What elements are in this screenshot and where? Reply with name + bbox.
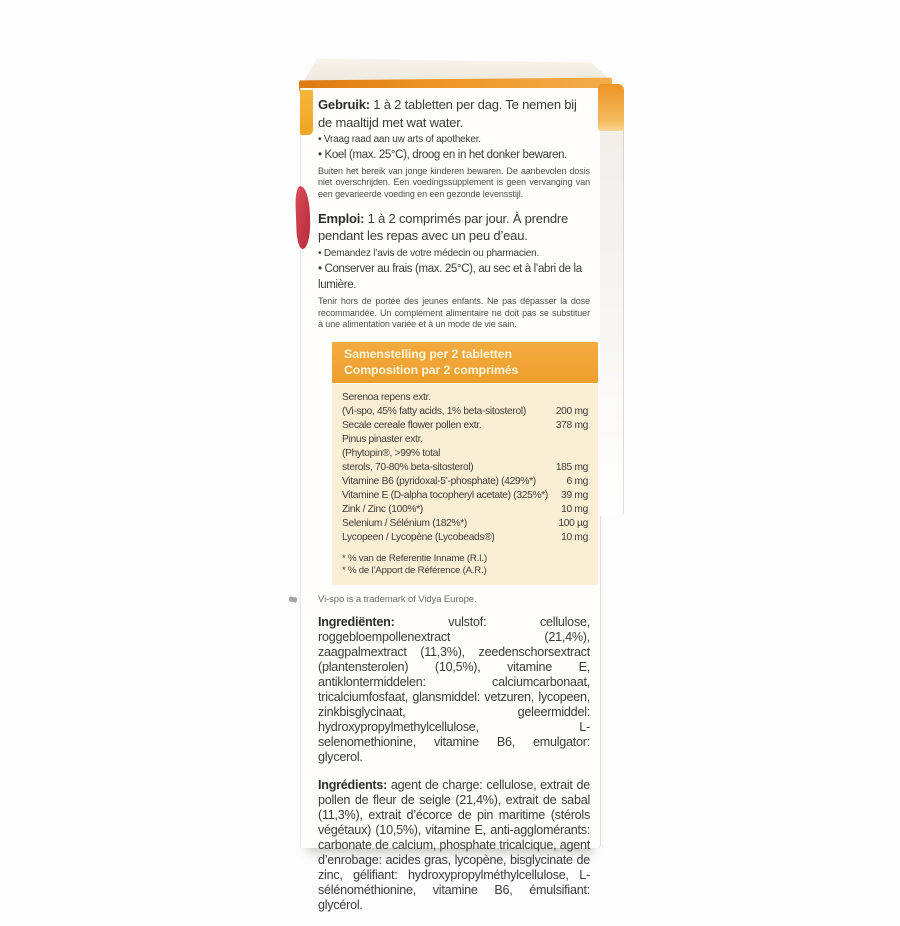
- ingredients-text-dutch: vulstof: cellulose, roggebloempollenextract (21,4%), zaagpalmextract (11,3%), zeedenschorsextract (plantensterolen) (10,5%), vitamine E, antiklontermiddelen: calciumcarbonaat, tricalciumfosfaat, glansmiddel: vetzuren, lycopeen, zinkbisglycinaat, geleermiddel: hydroxypropylmethylcellulose, L-selenomethionine, vitamine B6, emulgator: glycerol.: [318, 615, 590, 765]
- ingredient-label: (Phytopin®, >99% total: [342, 448, 441, 460]
- ingredient-label: Vitamine B6 (pyridoxal-5’-phosphate) (429%*): [342, 476, 536, 488]
- ingredient-amount: 39 mg: [561, 490, 588, 502]
- usage-fine-print-dutch: Buiten het bereik van jonge kinderen bewaren. De aanbevolen dosis niet overschrijden. Een voedingssupplement is geen vervanging van een gevarieerde voeding en een gezonde levensstijl.: [318, 165, 590, 200]
- ingredient-amount: 10 mg: [561, 504, 588, 516]
- ingredient-label: Pinus pinaster extr.: [342, 434, 423, 446]
- table-row: [342, 475, 588, 489]
- usage-bullet-advice-french: • Demandez l’avis de votre médecin ou pharmacien.: [318, 247, 540, 259]
- usage-label-dutch: Gebruik:: [318, 97, 370, 112]
- ingredient-amount: 6 mg: [566, 476, 588, 488]
- composition-footnotes: [342, 553, 588, 577]
- table-row: [342, 391, 588, 405]
- composition-header-french: Composition par 2 comprimés: [344, 363, 519, 378]
- ingredient-label: (Vi-spo, 45% fatty acids, 1% beta-sitosterol): [342, 406, 526, 418]
- usage-heading-dutch: [318, 96, 590, 131]
- ingredient-label: Lycopeen / Lycopène (Lycobeads®): [342, 532, 495, 544]
- composition-table: [342, 391, 588, 545]
- ingredient-label: Zink / Zinc (100%*): [342, 504, 423, 516]
- footnote-french: * % de l’Apport de Référence (A.R.): [342, 565, 487, 577]
- ingredient-amount: 10 mg: [561, 532, 588, 544]
- ingredients-text-french: agent de charge: cellulose, extrait de pollen de fleur de seigle (21,4%), extrait de sabal (11,3%), extrait d’écorce de pin maritime (stérols végétaux) (10,5%), vitamine E, anti-agglomérants: carbonate de calcium, phosphate tricalcique, agent d’enrobage: acides gras, lycopène, bisglycinate de zinc, gélifiant: hydroxypropylméthylcellulose, L-sélénométhionine, vitamine B6, émulsifiant: glycérol.: [318, 778, 590, 913]
- table-row: [342, 489, 588, 503]
- ingredient-label: Vitamine E (D-alpha tocopheryl acetate) (325%*): [342, 490, 548, 502]
- yellow-border-accent: [300, 90, 313, 135]
- ingredient-amount: [582, 447, 588, 461]
- table-row: [342, 447, 588, 461]
- table-row: [342, 405, 588, 419]
- composition-header-dutch: Samenstelling per 2 tabletten: [344, 347, 512, 362]
- usage-bullet-storage-french: • Conserver au frais (max. 25°C), au sec et à l’abri de la lumière.: [318, 262, 582, 292]
- ingredients-paragraph-dutch: [318, 615, 590, 765]
- usage-bullet-storage-dutch: • Koel (max. 25°C), droog en in het donker bewaren.: [318, 149, 568, 161]
- usage-text-french: 1 à 2 comprimés par jour. À prendre pendant les repas avec un peu d’eau.: [318, 210, 569, 244]
- table-row: [342, 517, 588, 531]
- table-row: [342, 419, 588, 433]
- ingredient-amount: 185 mg: [555, 462, 588, 474]
- composition-header-band: [332, 342, 598, 383]
- ingredients-paragraph-french: [318, 778, 590, 913]
- table-row: [342, 531, 588, 545]
- usage-section-french: [318, 210, 590, 331]
- ingredient-amount: [582, 433, 588, 447]
- print-mark: [289, 596, 298, 603]
- ingredient-label: Selenium / Sélénium (182%*): [342, 518, 467, 530]
- ingredient-amount: 100 µg: [558, 518, 588, 530]
- box-side-panel: [600, 86, 624, 516]
- usage-text-dutch: 1 à 2 tabletten per dag. Te nemen bij de maaltijd met wat water.: [318, 97, 577, 130]
- table-row: [342, 461, 588, 475]
- panel-content: [318, 96, 590, 926]
- usage-label-french: Emploi:: [318, 210, 365, 226]
- ingredient-label: Serenoa repens extr.: [342, 392, 431, 404]
- amber-corner-accent: [598, 84, 624, 131]
- ingredient-label: Secale cereale flower pollen extr.: [342, 420, 482, 432]
- composition-panel: [332, 384, 598, 585]
- usage-section-dutch: [318, 96, 590, 201]
- usage-fine-print-french: Tenir hors de portée des jeunes enfants. Ne pas dépasser la dose recommandée. Un complément alimentaire ne doit pas se substituer à une alimentation variée et à un mode de vie sain.: [318, 295, 590, 330]
- table-row: [342, 433, 588, 447]
- footnote-dutch: * % van de Referentie Inname (R.I.): [342, 553, 487, 565]
- usage-heading-french: [318, 210, 590, 245]
- ingredient-amount: 378 mg: [555, 420, 588, 432]
- ingredient-label: sterols, 70-80% beta-sitosterol): [342, 462, 474, 474]
- usage-bullet-advice-dutch: • Vraag raad aan uw arts of apotheker.: [318, 134, 481, 145]
- ingredients-label-french: Ingrédients:: [318, 778, 388, 793]
- trademark-note: Vi-spo is a trademark of Vidya Europe.: [318, 594, 477, 606]
- ingredient-amount: [582, 391, 588, 405]
- ingredient-amount: 200 mg: [555, 406, 588, 418]
- table-row: [342, 503, 588, 517]
- ingredients-label-dutch: Ingrediënten:: [318, 615, 395, 630]
